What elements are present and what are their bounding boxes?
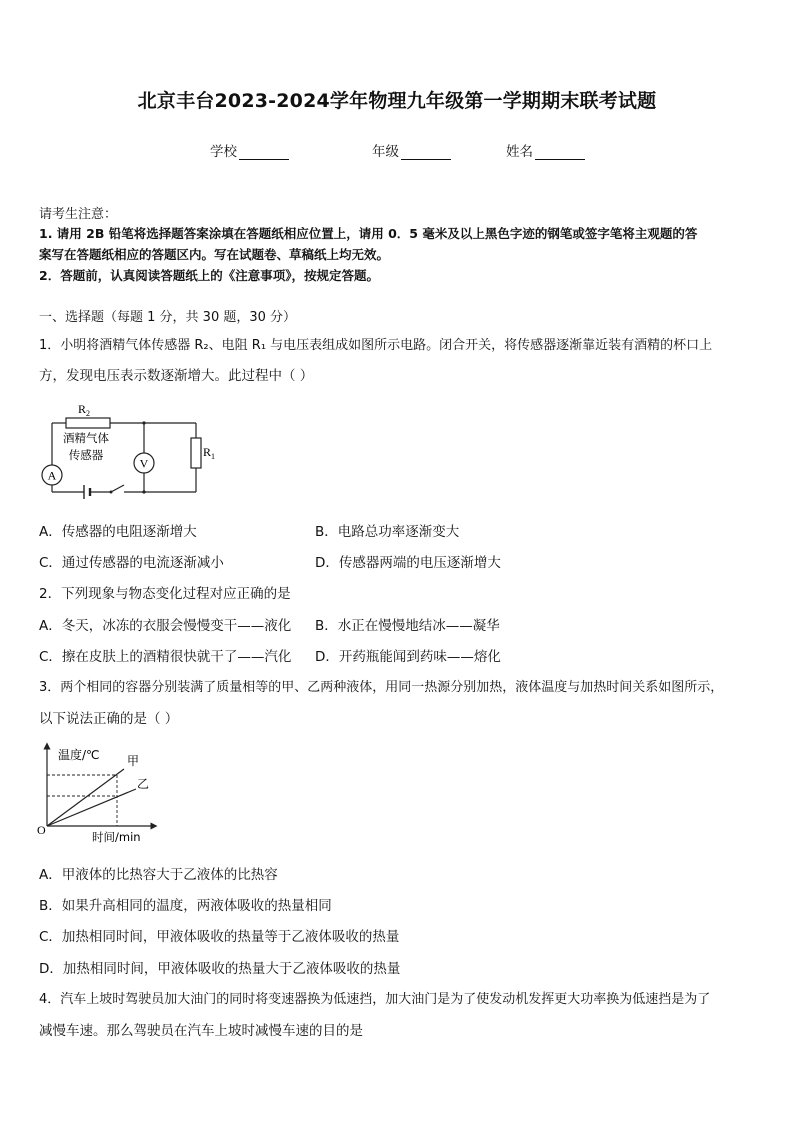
notice-line-2: 2．答题前，认真阅读答题纸上的《注意事项》，按规定答题。 xyxy=(39,268,379,283)
notice-heading: 请考生注意： xyxy=(39,207,118,222)
switch-icon xyxy=(111,485,124,492)
series-yi-line xyxy=(47,789,136,826)
q2-option-c: C．擦在皮肤上的酒精很快就干了——汽化 xyxy=(39,649,292,665)
q1-option-c: C．通过传感器的电流逐渐减小 xyxy=(39,555,224,571)
series-jia-line xyxy=(47,769,124,826)
q1-stem-line2: 方，发现电压表示数逐渐增大。此过程中（ ） xyxy=(39,368,314,384)
q3-stem-line1: 3．两个相同的容器分别装满了质量相等的甲、乙两种液体，用同一热源分别加热，液体温度与加热时间关系如图所示， xyxy=(39,680,724,695)
r1-label: $R_1$ xyxy=(203,445,216,461)
name-blank xyxy=(535,145,585,160)
series-jia-label: 甲 xyxy=(127,754,140,768)
voltmeter-label: V xyxy=(139,456,149,471)
q2-option-a: A．冬天，冰冻的衣服会慢慢变干——液化 xyxy=(39,618,292,634)
notice-line-1b: 案写在答题纸相应的答题区内。写在试题卷、草稿纸上均无效。 xyxy=(39,247,390,262)
q1-stem-line1: 1．小明将酒精气体传感器 R₂、电阻 R₁ 与电压表组成如图所示电路。闭合开关，将传感器逐渐靠近装有酒精的杯口上 xyxy=(39,338,713,353)
x-axis-label: 时间/min xyxy=(92,830,141,844)
name-field xyxy=(506,140,585,160)
grade-label: 年级 xyxy=(372,144,399,160)
q3-temperature-graph xyxy=(36,742,156,844)
notice-line-1a: 1. 请用 2B 铅笔将选择题答案涂填在答题纸相应位置上，请用 0．5 毫米及以上黑色字迹的钢笔或签字笔将主观题的答 xyxy=(39,226,698,241)
junction xyxy=(142,490,145,493)
grade-field xyxy=(372,140,451,160)
ammeter-label: A xyxy=(47,468,57,483)
q1-option-a: A．传感器的电阻逐渐增大 xyxy=(39,524,197,540)
section-heading: 一、选择题（每题 1 分，共 30 题，30 分） xyxy=(39,310,297,325)
q3-stem-line2: 以下说法正确的是（ ） xyxy=(39,711,179,727)
school-label: 学校 xyxy=(210,144,237,160)
resistor-r2 xyxy=(66,418,110,428)
q4-stem-line1: 4．汽车上坡时驾驶员加大油门的同时将变速器换为低速挡，加大油门是为了使发动机发挥更大功率换为低速挡是为了 xyxy=(39,992,711,1007)
series-yi-label: 乙 xyxy=(137,777,150,791)
q2-option-d: D．开药瓶能闻到药味——熔化 xyxy=(315,649,501,665)
school-blank xyxy=(239,145,289,160)
page-title: 北京丰台2023-2024学年物理九年级第一学期期末联考试题 xyxy=(137,90,657,112)
q3-option-a: A．甲液体的比热容大于乙液体的比热容 xyxy=(39,867,278,883)
grade-blank xyxy=(401,145,451,160)
q1-option-b: B．电路总功率逐渐变大 xyxy=(315,524,460,540)
sensor-label-1: 酒精气体 xyxy=(63,431,109,445)
school-field xyxy=(210,140,289,160)
origin-label: O xyxy=(37,823,46,837)
sensor-label-2: 传感器 xyxy=(68,448,104,462)
r2-label: $R_2$ xyxy=(78,402,91,418)
q1-circuit-diagram xyxy=(38,396,216,502)
q4-stem-line2: 减慢车速。那么驾驶员在汽车上坡时减慢车速的目的是 xyxy=(39,1023,363,1039)
q3-option-c: C．加热相同时间，甲液体吸收的热量等于乙液体吸收的热量 xyxy=(39,929,400,945)
y-axis-label: 温度/℃ xyxy=(58,748,100,762)
q3-option-b: B．如果升高相同的温度，两液体吸收的热量相同 xyxy=(39,898,332,914)
q1-option-d: D．传感器两端的电压逐渐增大 xyxy=(315,555,501,571)
q2-stem: 2．下列现象与物态变化过程对应正确的是 xyxy=(39,586,291,602)
q3-option-d: D．加热相同时间，甲液体吸收的热量大于乙液体吸收的热量 xyxy=(39,961,401,977)
resistor-r1 xyxy=(191,438,201,468)
q2-option-b: B．水正在慢慢地结冰——凝华 xyxy=(315,618,500,634)
name-label: 姓名 xyxy=(506,144,533,160)
junction xyxy=(142,421,145,424)
